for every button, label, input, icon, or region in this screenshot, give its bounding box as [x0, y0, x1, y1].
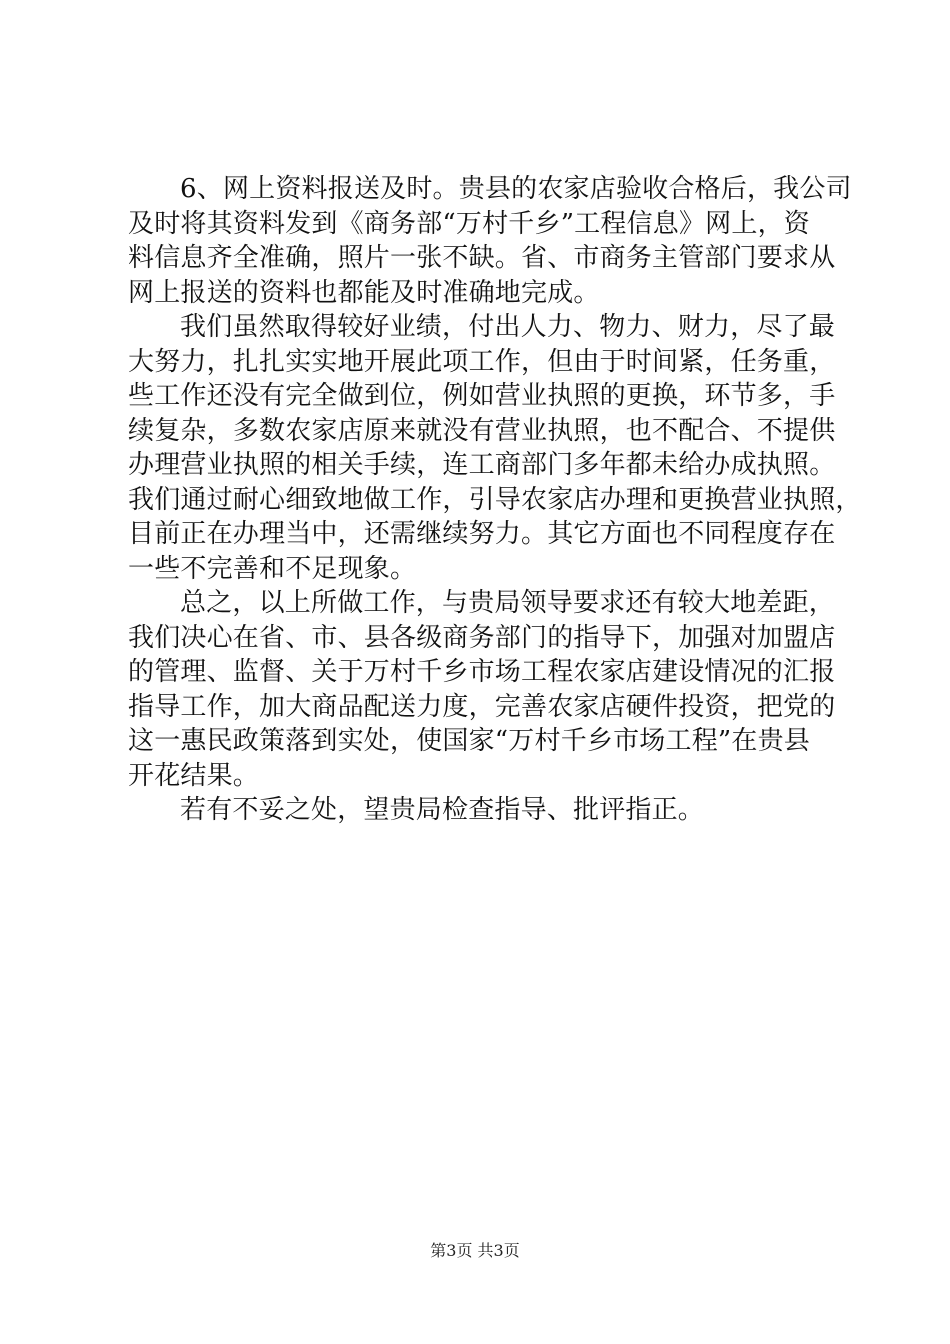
text-line: 总之，以上所做工作，与贵局领导要求还有较大地差距，: [180, 588, 836, 618]
paragraph-3: [128, 586, 836, 793]
text-line: 一些不完善和不足现象。: [128, 553, 417, 584]
text-line: 我们虽然取得较好业绩，付出人力、物力、财力，尽了最: [180, 312, 836, 342]
text-line: 这一惠民政策落到实处，使国家“万村千乡市场工程”在贵县: [128, 726, 810, 756]
paragraph-1: [128, 172, 852, 310]
text-line: 指导工作，加大商品配送力度，完善农家店硬件投资，把党的: [128, 691, 836, 722]
text-line: 6、网上资料报送及时。贵县的农家店验收合格后，我公司: [180, 174, 852, 204]
paragraph-4: [128, 793, 830, 828]
text-line: 网上报送的资料也都能及时准确地完成。: [128, 277, 600, 308]
document-body: [128, 172, 862, 828]
page-number-label: 第3页 共3页: [430, 1241, 520, 1260]
page-footer: [0, 1241, 950, 1261]
text-line: 若有不妥之处，望贵局检查指导、批评指正。: [180, 795, 705, 825]
text-line: 办理营业执照的相关手续，连工商部门多年都未给办成执照。: [128, 450, 836, 480]
text-line: 目前正在办理当中，还需继续努力。其它方面也不同程度存在: [128, 519, 836, 549]
paragraph-2: [128, 310, 862, 586]
text-line: 我们通过耐心细致地做工作，引导农家店办理和更换营业执照，: [128, 484, 862, 515]
text-line: 续复杂，多数农家店原来就没有营业执照，也不配合、不提供: [128, 415, 836, 446]
text-line: 大努力，扎扎实实地开展此项工作，但由于时间紧，任务重，: [128, 346, 836, 377]
text-line: 料信息齐全准确，照片一张不缺。省、市商务主管部门要求从: [128, 243, 836, 273]
text-line: 的管理、监督、关于万村千乡市场工程农家店建设情况的汇报: [128, 657, 836, 687]
text-line: 些工作还没有完全做到位，例如营业执照的更换，环节多，手: [128, 381, 836, 411]
text-line: 我们决心在省、市、县各级商务部门的指导下，加强对加盟店: [128, 622, 836, 653]
text-line: 开花结果。: [128, 760, 260, 791]
text-line: 及时将其资料发到《商务部“万村千乡”工程信息》网上，资: [128, 208, 810, 239]
